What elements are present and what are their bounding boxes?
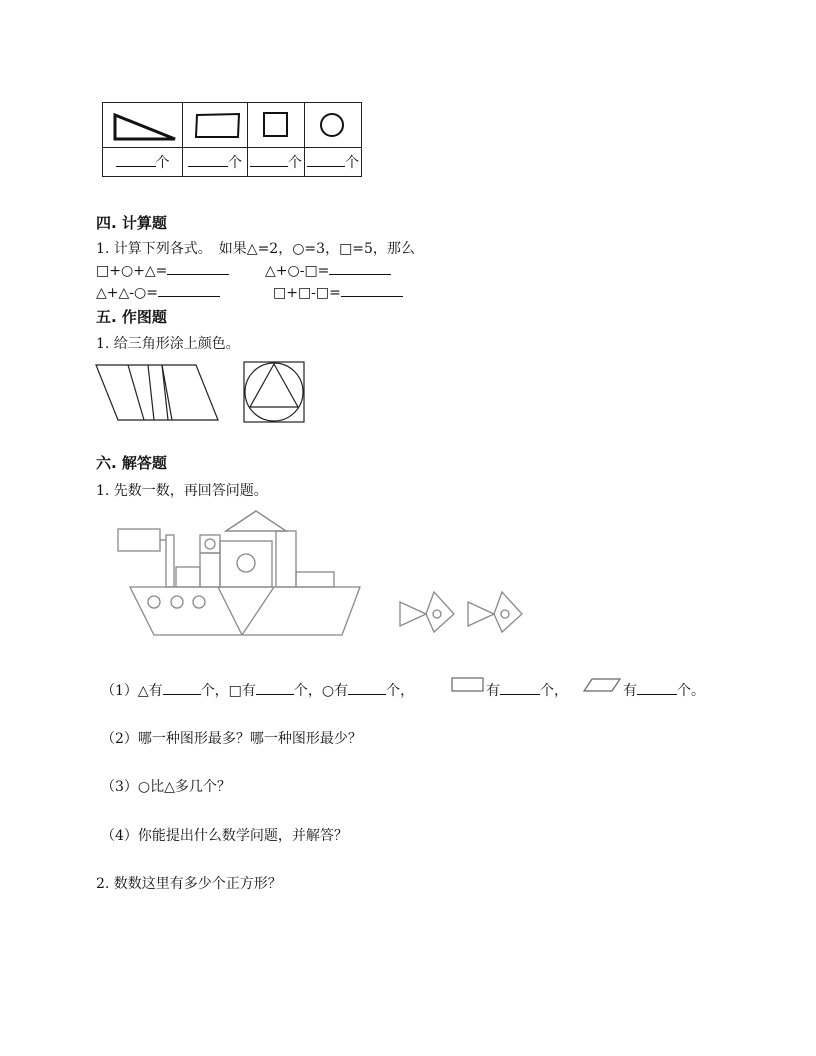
section5-title: 五. 作图题 <box>96 308 167 326</box>
sub-question-3: （3）○比△多几个？ <box>101 779 231 795</box>
parallelogram-shape-icon <box>582 677 622 693</box>
square-answer[interactable] <box>256 680 294 695</box>
square-icon <box>248 103 304 147</box>
rectangle-count-blank[interactable]: 个 <box>183 148 248 177</box>
circle-cell <box>305 103 362 148</box>
section6-question2: 2. 数数这里有多少个正方形？ <box>96 876 282 892</box>
rectangle-answer[interactable] <box>500 680 540 695</box>
rectangle-icon <box>183 103 247 147</box>
triangle-count-blank[interactable]: 个 <box>103 148 183 177</box>
square-circle-triangle-figure[interactable] <box>242 360 308 424</box>
parallelogram-answer[interactable] <box>637 680 677 695</box>
sub-question-1: （1）△有 个，□有 个，○有 个， <box>101 680 414 700</box>
square-count-blank[interactable]: 个 <box>248 148 305 177</box>
section5-question1: 1. 给三角形涂上颜色。 <box>96 336 240 352</box>
triangle-icon <box>103 103 182 147</box>
circle-answer[interactable] <box>348 680 386 695</box>
triangle-cell <box>103 103 183 148</box>
parallelogram-count-text: 有 个。 <box>623 680 705 700</box>
circle-count-blank[interactable]: 个 <box>305 148 362 177</box>
section4-title: 四. 计算题 <box>96 214 167 232</box>
expr-c-answer[interactable] <box>158 282 220 297</box>
expr-a-answer[interactable] <box>167 260 229 275</box>
expr-d: □+□-□= <box>273 282 403 301</box>
shape-count-table <box>102 102 362 177</box>
rectangle-cell <box>183 103 248 148</box>
fish-picture-1 <box>396 588 458 636</box>
sub-question-4: （4）你能提出什么数学问题，并解答？ <box>101 828 348 844</box>
expr-c: △+△-○= <box>96 282 220 301</box>
section6-question1: 1. 先数一数，再回答问题。 <box>96 483 268 499</box>
section4-question1: 1. 计算下列各式。 如果△=2，○=3，□=5，那么 <box>96 241 415 257</box>
section6-title: 六. 解答题 <box>96 454 167 472</box>
expr-d-answer[interactable] <box>341 282 403 297</box>
expr-a: □+○+△= <box>96 260 229 279</box>
rectangle-shape-icon <box>451 676 485 694</box>
ship-picture <box>110 505 370 640</box>
expr-b-answer[interactable] <box>329 260 391 275</box>
expr-b: △+○-□= <box>265 260 391 279</box>
parallelogram-figure[interactable] <box>92 362 222 424</box>
sub-question-2: （2）哪一种图形最多？哪一种图形最少？ <box>101 731 362 747</box>
rectangle-count-text: 有 个， <box>486 680 568 700</box>
circle-icon <box>305 103 361 147</box>
triangle-answer[interactable] <box>163 680 201 695</box>
square-cell <box>248 103 305 148</box>
fish-picture-2 <box>464 588 526 636</box>
